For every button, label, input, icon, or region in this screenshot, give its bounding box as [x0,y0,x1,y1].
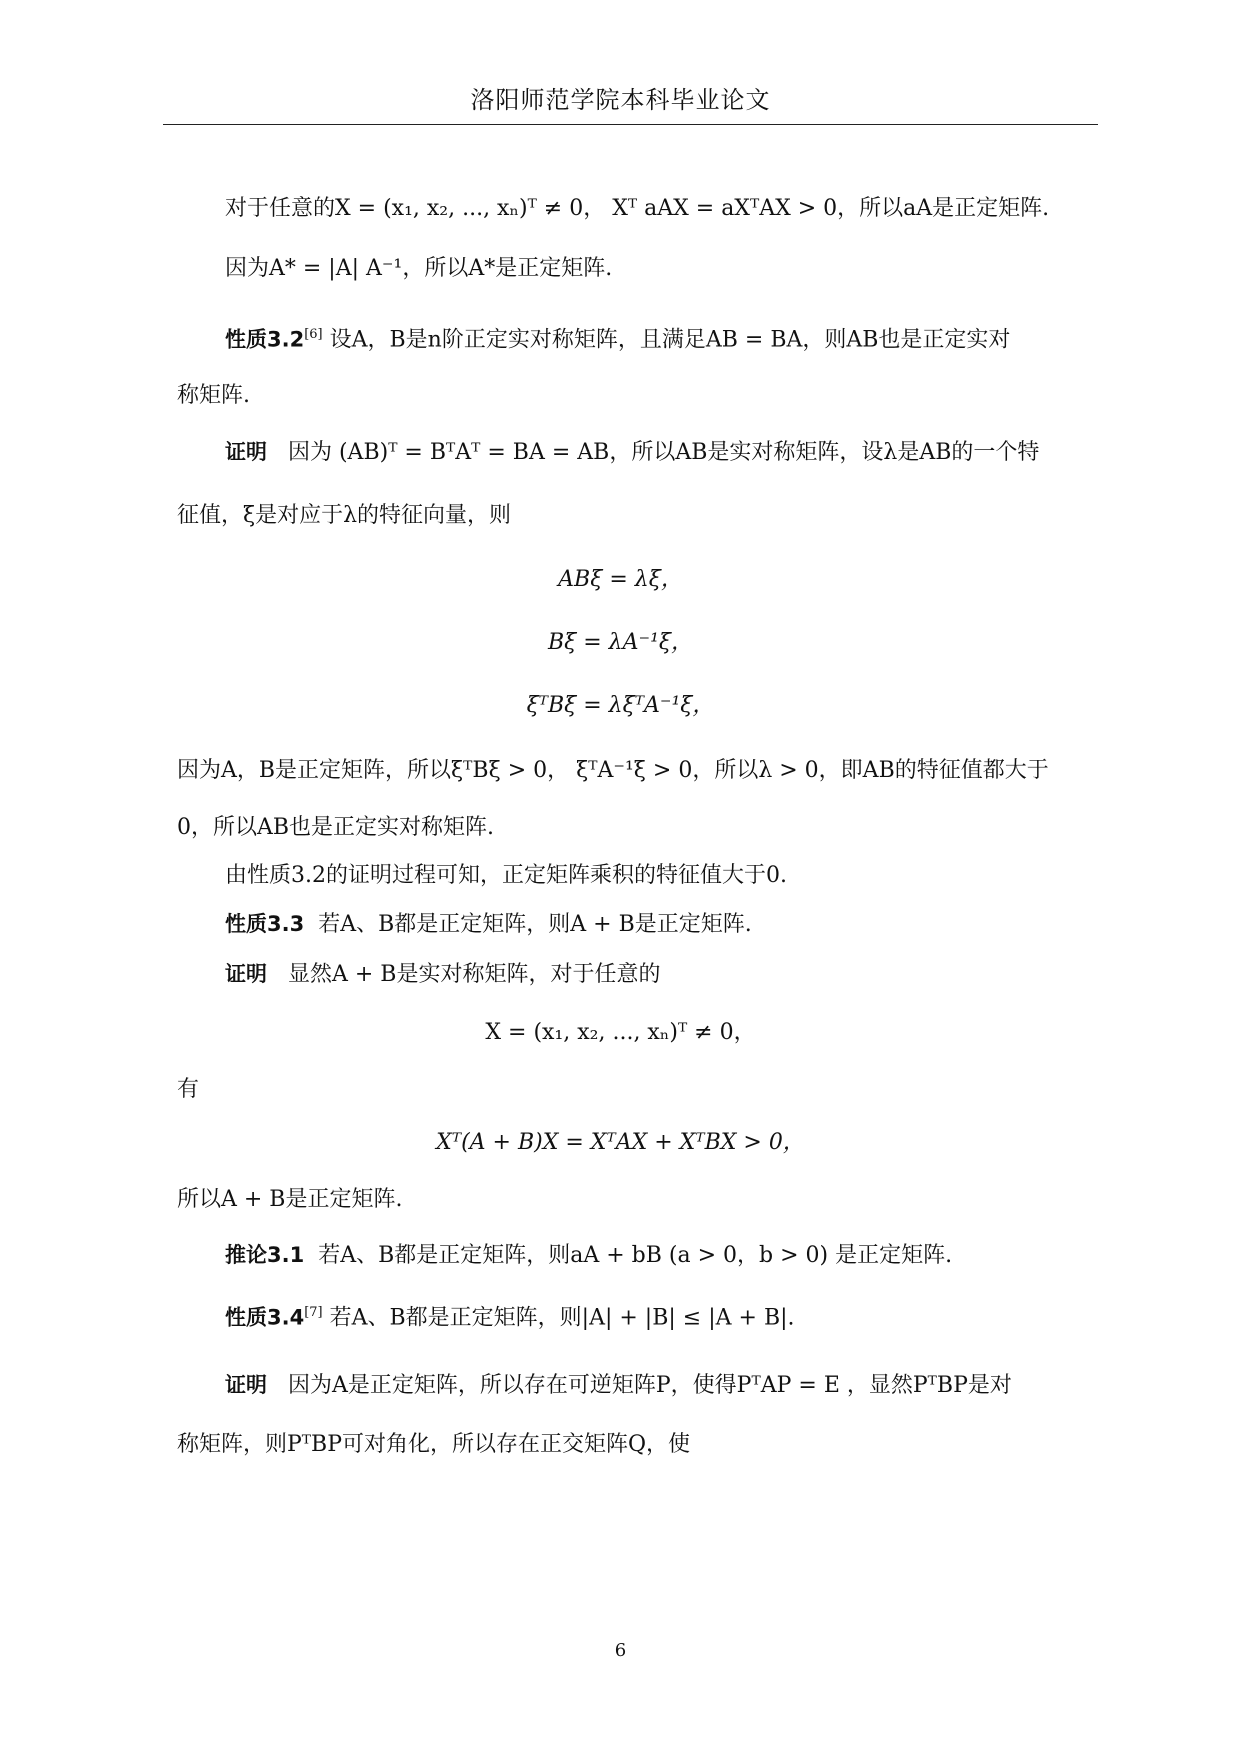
property-label: 性质3.2 [225,327,305,352]
proof-text: 显然A + B是实对称矩阵，对于任意的 [287,962,661,987]
property-3-4 [225,1305,795,1332]
corollary-label: 推论3.1 [225,1243,305,1267]
equation: Xᵀ(A + B)X = XᵀAX + XᵀBX > 0， [436,1130,805,1155]
header-rule [163,124,1098,125]
property-text: 若A、B都是正定矩阵，则A + B是正定矩阵. [318,912,752,937]
property-text: 若A、B都是正定矩阵，则|A| + |B| ≤ |A + B|. [329,1305,795,1331]
text-line: 对于任意的X = (x₁, x₂, ..., xₙ)ᵀ ≠ 0， Xᵀ aAX = aXᵀAX > 0，所以aA是正定矩阵. [225,196,1050,221]
property-text: 设A，B是n阶正定实对称矩阵，且满足AB = BA，则AB也是正定实对 [329,327,1011,353]
text-line: 称矩阵，则PᵀBP可对角化，所以存在正交矩阵Q，使 [177,1432,691,1457]
proof-label: 证明 [225,962,267,986]
proof-label: 证明 [225,1373,267,1397]
equation: ξᵀBξ = λξᵀA⁻¹ξ， [526,693,715,718]
property-label: 性质3.4 [225,1305,305,1330]
property-3-2 [225,327,1010,354]
text-line: 因为A* = |A| A⁻¹，所以A*是正定矩阵. [225,256,613,281]
property-label: 性质3.3 [225,912,305,936]
text-line: 征值，ξ是对应于λ的特征向量，则 [177,503,512,528]
page-header: 洛阳师范学院本科毕业论文 [470,86,771,114]
corollary-text: 若A、B都是正定矩阵，则aA + bB (a > 0，b > 0) 是正定矩阵. [318,1243,953,1268]
proof-line [225,962,660,988]
text-line: 0，所以AB也是正定实对称矩阵. [177,815,495,840]
proof-label: 证明 [225,440,267,464]
proof-text: 因为 (AB)ᵀ = BᵀAᵀ = BA = AB，所以AB是实对称矩阵，设λ是AB的一个特 [287,440,1040,465]
citation-ref: [7] [304,1305,323,1320]
text-line: 称矩阵. [177,383,250,408]
equation: Bξ = λA⁻¹ξ， [547,630,694,655]
text-line: 所以A + B是正定矩阵. [177,1187,403,1212]
equation: X = (x₁, x₂, ..., xₙ)ᵀ ≠ 0， [485,1020,756,1045]
proof-line [225,1373,1012,1399]
page-number: 6 [614,1640,627,1661]
equation: ABξ = λξ， [558,567,683,592]
property-3-3 [225,912,752,938]
proof-text: 因为A是正定矩阵，所以存在可逆矩阵P，使得PᵀAP = E ，显然PᵀBP是对 [287,1373,1012,1398]
text-line: 有 [177,1077,200,1102]
proof-line [225,440,1039,466]
corollary-3-1 [225,1243,952,1269]
text-line: 因为A，B是正定矩阵，所以ξᵀBξ > 0， ξᵀA⁻¹ξ > 0，所以λ > 0，即AB的特征值都大于 [177,758,1049,783]
citation-ref: [6] [304,327,323,342]
text-line: 由性质3.2的证明过程可知，正定矩阵乘积的特征值大于0. [225,863,787,888]
